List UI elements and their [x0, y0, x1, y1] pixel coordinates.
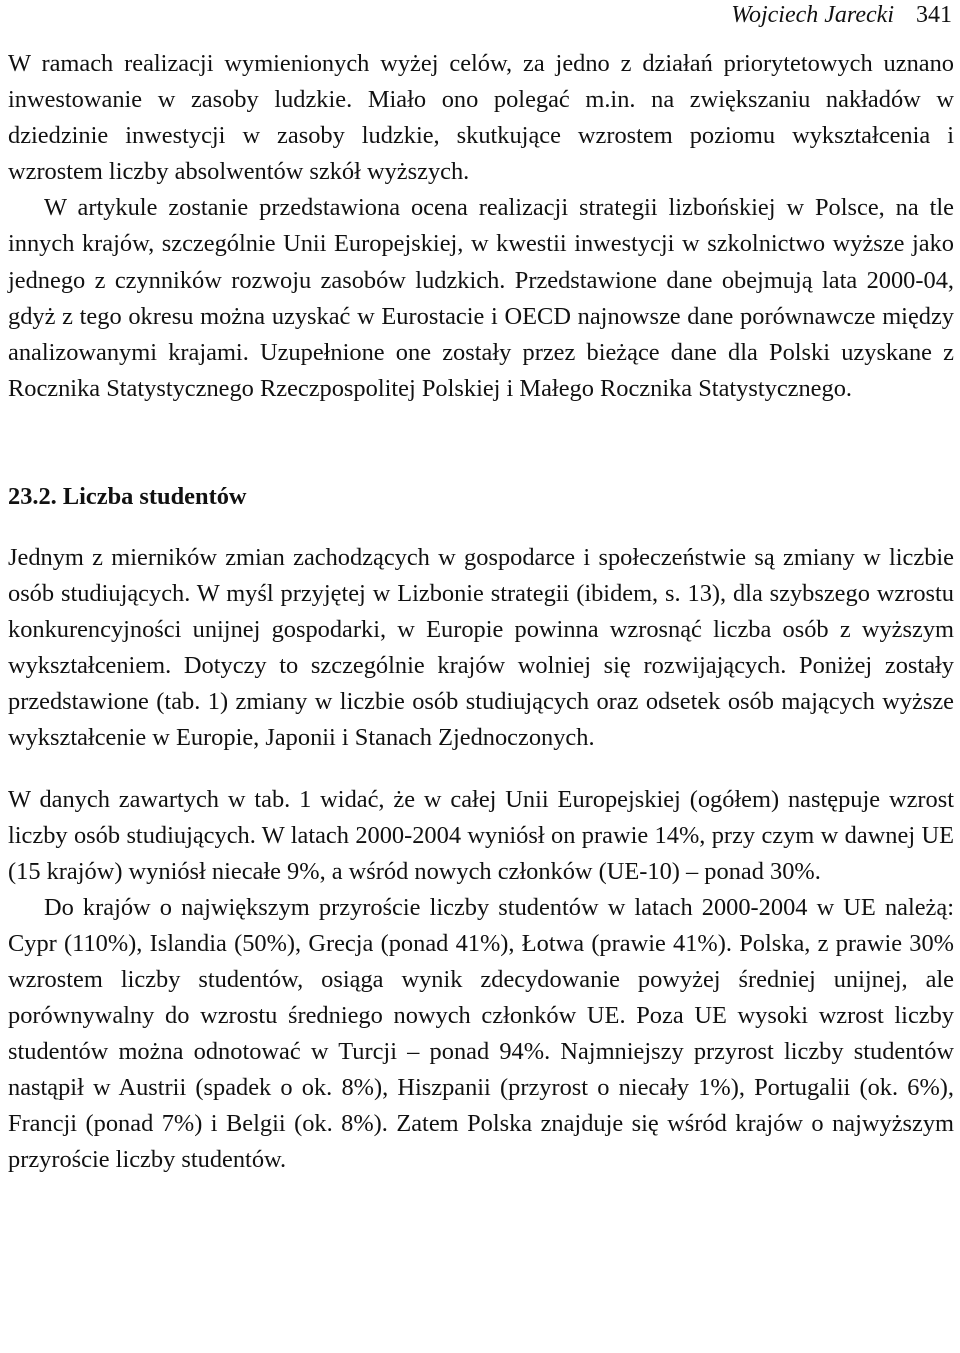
header-author: Wojciech Jarecki: [731, 2, 894, 28]
paragraph-3: Jednym z mierników zmian zachodzących w gospodarce i społeczeństwie są zmiany w liczbie osób studiujących. W myśl przyjętej w Lizbonie strategii (ibidem, s. 13), dla szybszego wzrostu konkurencyjności unijnej gospodarki, w Europie powinna wzrosnąć liczba osób z wyższym wykształceniem. Dotyczy to szczególnie krajów wolniej się rozwijających. Poniżej zostały przedstawione (tab. 1) zmiany w liczbie osób studiujących oraz odsetek osób mających wyższe wykształcenie w Europie, Japonii i Stanach Zjednoczonych.: [8, 543, 954, 752]
running-header: [731, 1, 952, 29]
body-text: [8, 46, 954, 1179]
paragraph-1: W ramach realizacji wymienionych wyżej celów, za jedno z działań priorytetowych uznano inwestowanie w zasoby ludzkie. Miało ono polegać m.in. na zwiększaniu nakładów w dziedzinie inwestycji w zasoby ludzkie, skutkujące wzrostem poziomu wykształcenia i wzrostem liczby absolwentów szkół wyższych.: [8, 50, 954, 186]
paragraph-2: W artykule zostanie przedstawiona ocena realizacji strategii lizbońskiej w Polsce, na tle innych krajów, szczególnie Unii Europejskiej, w kwestii inwestycji w szkolnictwo wyższe jako jednego z czynników rozwoju zasobów ludzkich. Przedstawione dane obejmują lata 2000-04, gdyż z tego okresu można uzyskać w Eurostacie i OECD najnowsze dane porównawcze między analizowanymi krajami. Uzupełnione one zostały przez bieżące dane dla Polski uzyskane z Rocznika Statystycznego Rzeczpospolitej Polskiej i Małego Rocznika Statystycznego.: [8, 194, 954, 402]
page-number: 341: [916, 2, 952, 28]
section-heading: 23.2. Liczba studentów: [8, 482, 247, 510]
paragraph-4: W danych zawartych w tab. 1 widać, że w całej Unii Europejskiej (ogółem) następuje wzrost liczby osób studiujących. W latach 2000-2004 wyniósł on prawie 14%, przy czym w dawnej UE (15 krajów) wyniósł niecałe 9%, a wśród nowych członków (UE-10) – ponad 30%.: [8, 785, 954, 885]
paragraph-5: Do krajów o największym przyroście liczby studentów w latach 2000-2004 w UE należą: Cypr (110%), Islandia (50%), Grecja (ponad 41%), Łotwa (prawie 41%). Polska, z prawie 30% wzrostem liczby studentów, osiąga wynik zdecydowanie powyżej średniej unijnej, ale porównywalny do wzrostu średniego nowych członków UE. Poza UE wysoki wzrost liczby studentów można odnotować w Turcji – ponad 94%. Najmniejszy przyrost liczby studentów nastąpił w Austrii (spadek o ok. 8%), Hiszpanii (przyrost o niecały 1%), Portugalii (ok. 6%), Francji (ponad 7%) i Belgii (ok. 8%). Zatem Polska znajduje się wśród krajów o najwyższym przyroście liczby studentów.: [8, 893, 954, 1174]
